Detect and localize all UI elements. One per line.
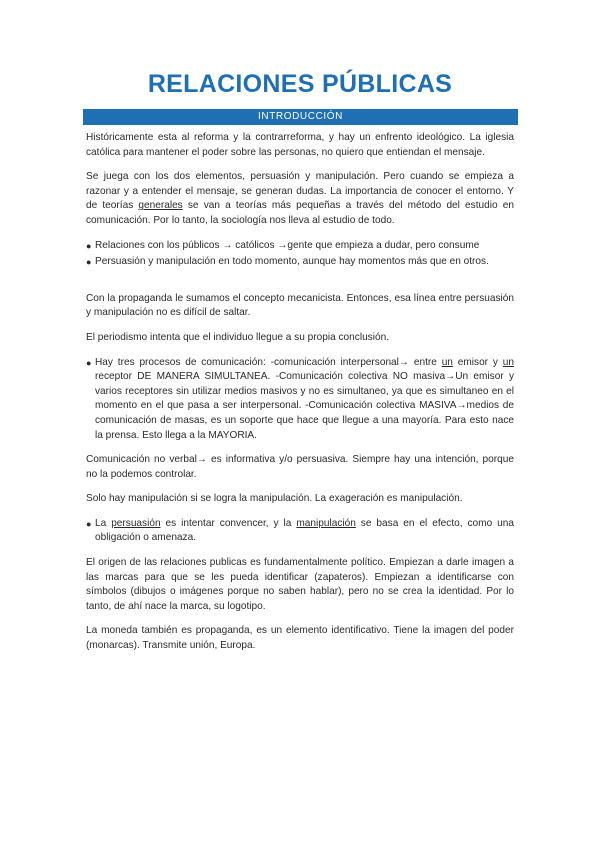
list-item <box>86 255 514 270</box>
paragraph-persuasion <box>86 170 514 228</box>
section-header: INTRODUCCIÓN <box>83 109 518 125</box>
bullet-icon: ● <box>86 518 92 529</box>
bullet-list-publicos <box>86 239 514 270</box>
list-item-text: Persuasión y manipulación en todo momento, aunque hay momentos más que en otros. <box>95 256 489 268</box>
paragraph-propaganda: Con la propaganda le sumamos el concepto mecanicista. Entonces, esa línea entre persuasión y manipulación no es difícil de saltar. <box>86 292 514 319</box>
underlined-word: persuasión <box>111 517 161 529</box>
list-item <box>86 517 514 546</box>
list-item-text: Relaciones con los públicos → católicos →gente que empieza a dudar, pero consume <box>95 239 480 251</box>
text-run: se van a teorías más pequeñas a través del método del estudio en comunicación. Por lo tanto, la sociología nos lleva al estudio de todo. <box>86 200 514 226</box>
paragraph-moneda: La moneda también es propaganda, es un elemento identificativo. Tiene la imagen del poder (monarcas). Transmite unión, Europa. <box>86 625 514 652</box>
underlined-word: un <box>502 356 514 368</box>
bullet-icon: ● <box>86 357 92 368</box>
bullet-icon: ● <box>86 257 92 268</box>
underlined-word: manipulación <box>296 517 356 529</box>
list-item <box>86 239 514 254</box>
underlined-word: un <box>441 356 453 368</box>
paragraph-periodismo: El periodismo intenta que el individuo llegue a su propia conclusión. <box>86 331 390 343</box>
bullet-icon: ● <box>86 240 92 251</box>
document-body <box>86 131 514 664</box>
page-title: RELACIONES PÚBLICAS <box>147 70 453 98</box>
paragraph-no-verbal: Comunicación no verbal→ es informativa y/o persuasiva. Siempre hay una intención, porque no la podemos controlar. <box>86 454 514 480</box>
underlined-word: generales <box>138 200 183 212</box>
paragraph-origen: El origen de las relaciones publicas es fundamentalmente político. Empiezan a darle imagen a las marcas para que se les pueda identificar (zapateros). Empiezan a identificarse con símbolos (dibujos o imágenes porque no saben hablar), pero no se crea la identidad. Por lo tanto, de ahí nace la marca, su logotipo. <box>86 557 514 612</box>
text-run: es intentar convencer, y la <box>160 517 297 529</box>
text-run: emisor y <box>452 356 503 368</box>
list-item <box>86 356 514 444</box>
text-run: La <box>95 517 112 529</box>
text-run: Se juega con los dos elementos, persuasión y manipulación. Pero cuando se empieza a razonar y a entender el mensaje, se generan dudas. La importancia de conocer el entorno. Y de teorías <box>86 171 514 212</box>
bullet-list-definiciones <box>86 517 514 546</box>
text-run: Hay tres procesos de comunicación: -comunicación interpersonal→ entre <box>95 356 442 368</box>
bullet-list-procesos <box>86 356 514 444</box>
paragraph-manipulacion: Solo hay manipulación si se logra la manipulación. La exageración es manipulación. <box>86 493 463 505</box>
text-run: se basa en el efecto, como una obligación o amenaza. <box>95 517 514 544</box>
text-run: receptor DE MANERA SIMULTANEA. -Comunicación colectiva NO masiva→Un emisor y varios receptores sin utilizar medios masivos y no es simultaneo, ya que es simultaneo en el momento en el que pasa a ser interpersonal. -Comunicación colectiva MASIVA→medios de comunicación de masas, es un soporte que hace que llegue a una mayoría. Para esto nace la prensa. Esto llega a la MAYORIA. <box>95 371 514 441</box>
paragraph-historia: Históricamente esta al reforma y la contrarreforma, y hay un enfrento ideológico. La iglesia católica para mantener el poder sobre las personas, no quiero que entiendan el mensaje. <box>86 132 514 158</box>
